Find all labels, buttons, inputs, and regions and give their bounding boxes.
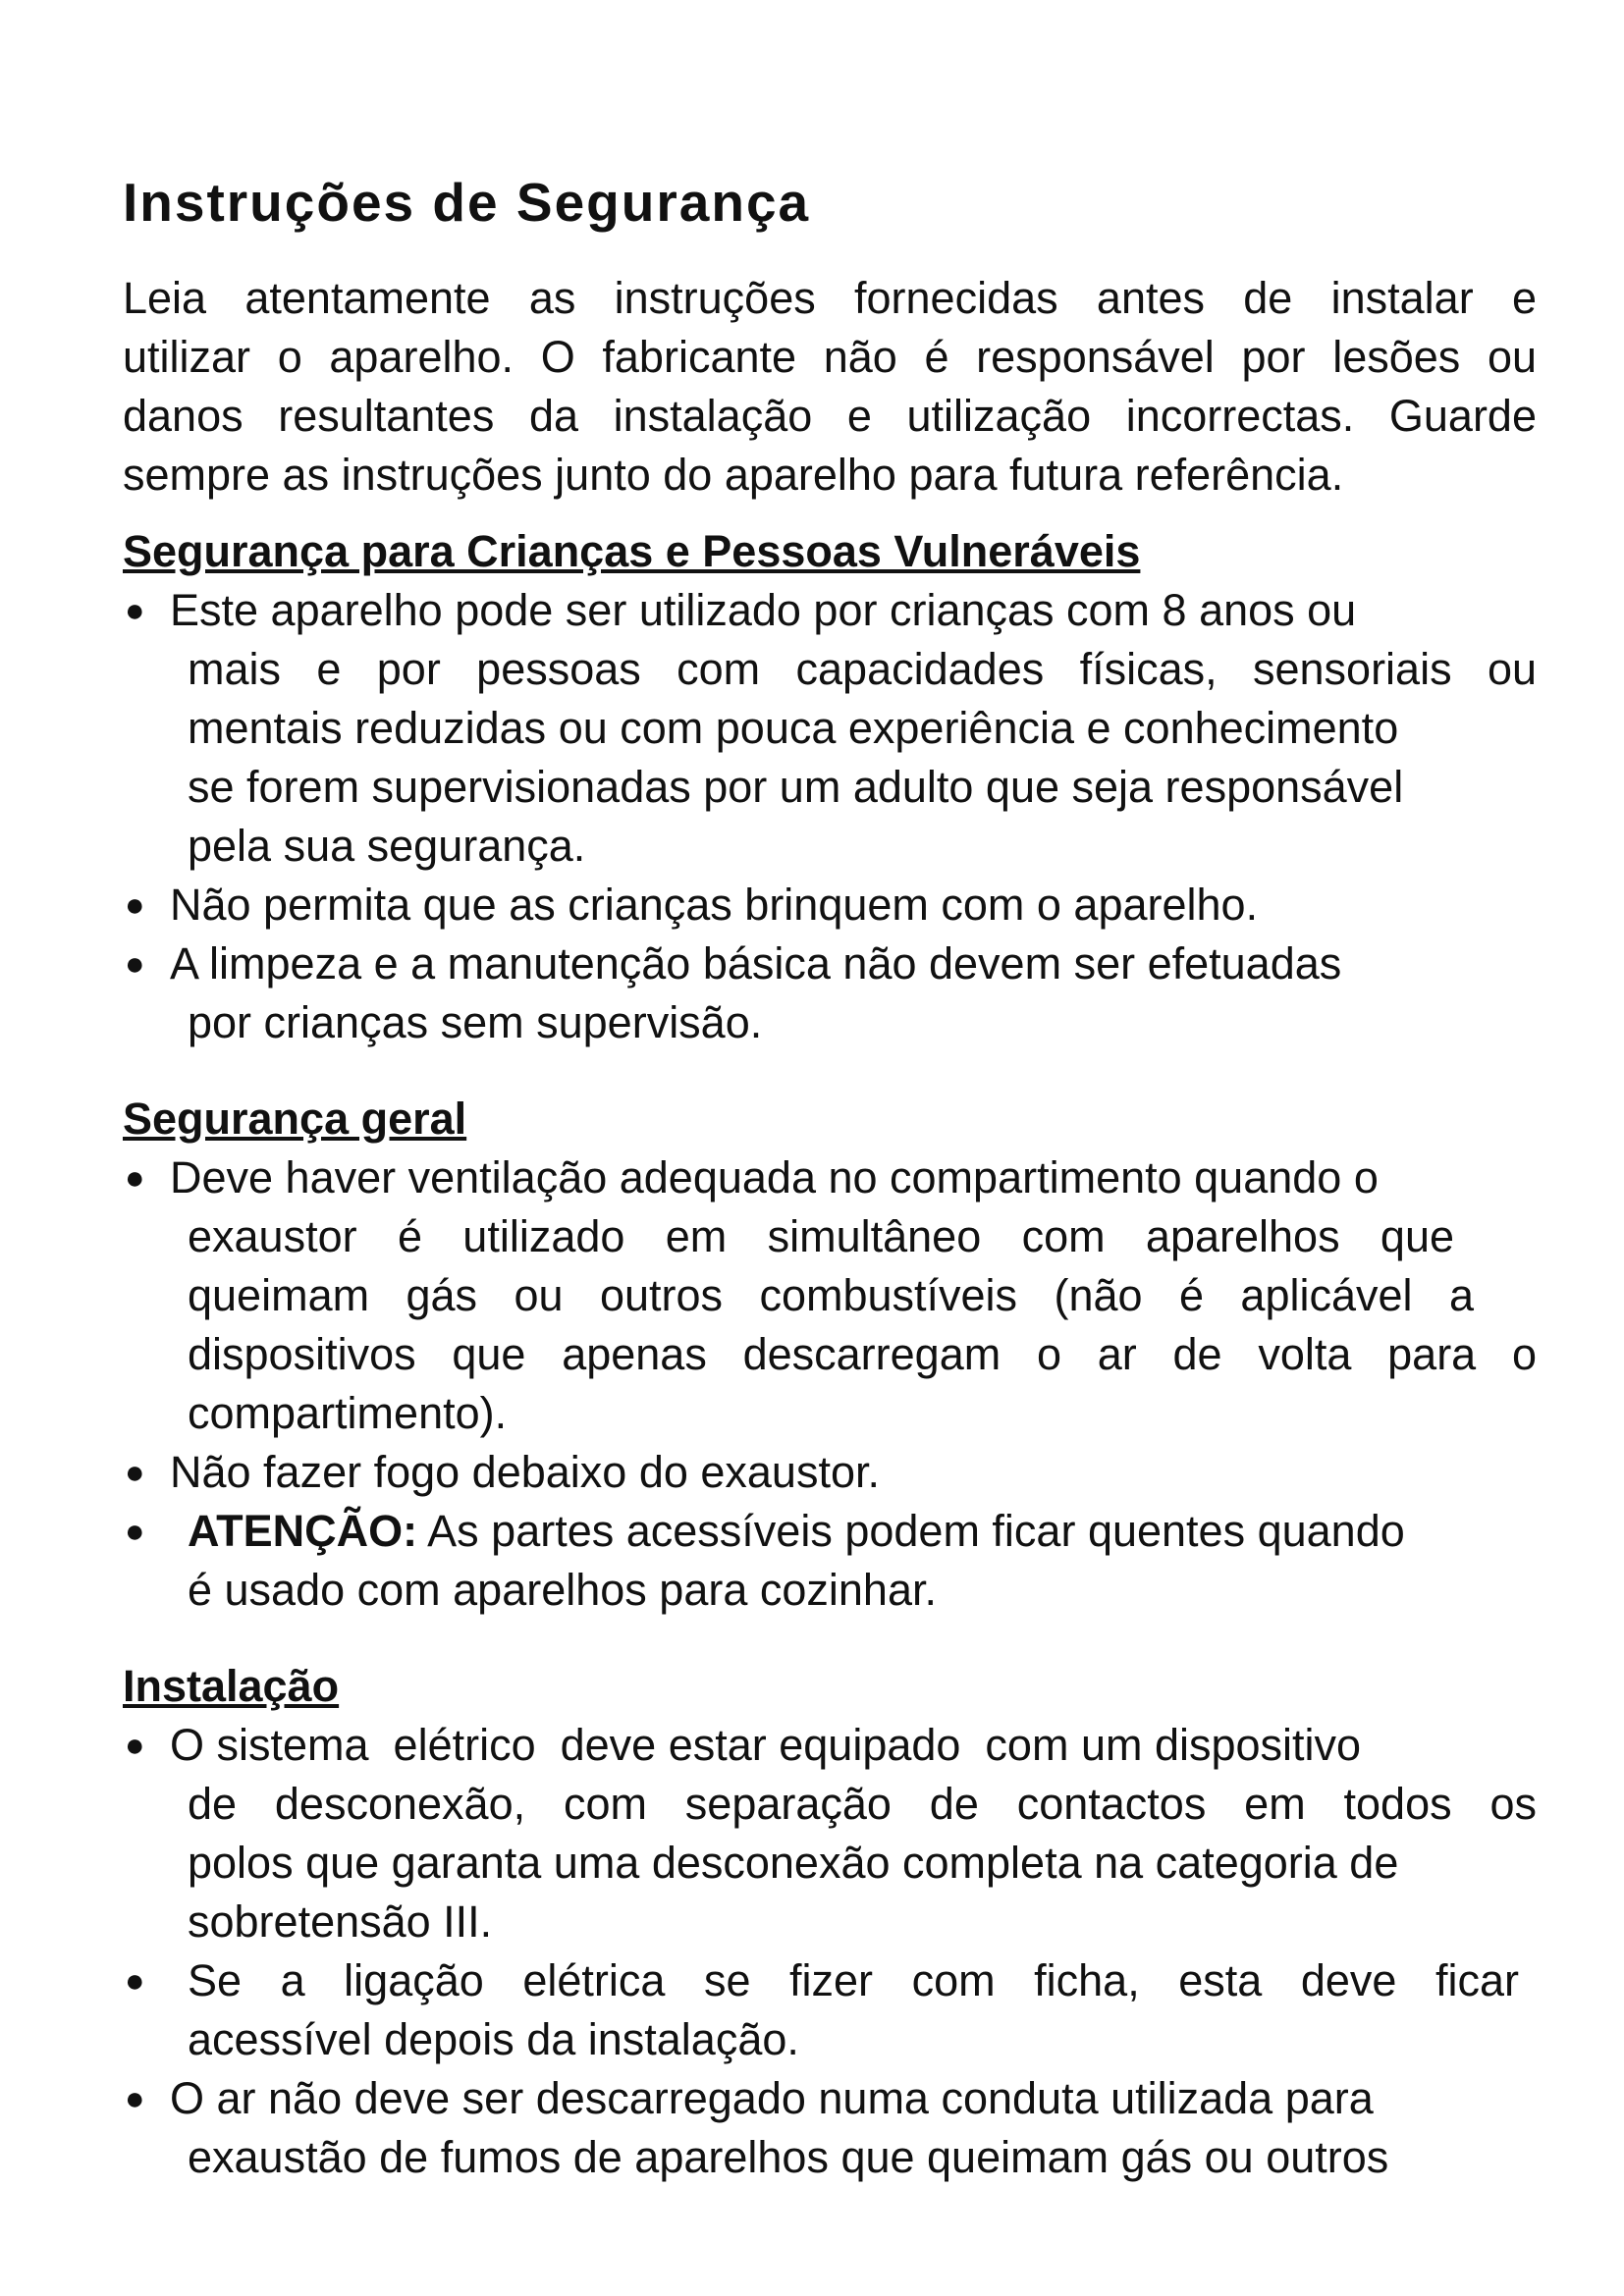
list-item-line: compartimento).: [188, 1388, 508, 1438]
list-item-line: Se a ligação elétrica se fizer com ficha, esta deve ficar: [188, 1955, 1519, 2005]
bullet-icon: ●: [125, 1727, 145, 1764]
bullet-list-installation: [123, 1716, 1537, 2187]
list-item-line: dispositivos que apenas descarregam o ar de volta para o: [188, 1329, 1537, 1379]
list-item-line: mais e por pessoas com capacidades físicas, sensoriais ou: [188, 644, 1537, 694]
bullet-icon: ●: [125, 1454, 145, 1491]
bullet-icon: ●: [125, 1962, 145, 2000]
list-item: [123, 1951, 1537, 2069]
list-item-line: A limpeza e a manutenção básica não devem ser efetuadas: [170, 938, 1342, 988]
list-item-line: exaustão de fumos de aparelhos que queimam gás ou outros: [188, 2132, 1389, 2182]
section-heading-installation: Instalação: [123, 1661, 340, 1711]
list-item-line: mentais reduzidas ou com pouca experiência e conhecimento: [188, 703, 1399, 753]
list-item-line: é usado com aparelhos para cozinhar.: [188, 1565, 937, 1615]
list-item-line: Não permita que as crianças brinquem com o aparelho.: [170, 880, 1259, 930]
list-item-line: sobretensão III.: [188, 1896, 493, 1947]
list-item-line: Este aparelho pode ser utilizado por crianças com 8 anos ou: [170, 585, 1357, 635]
bullet-icon: ●: [125, 1513, 145, 1550]
list-item-line: [170, 1502, 1537, 1561]
list-item-line: de desconexão, com separação de contactos em todos os: [188, 1779, 1537, 1829]
list-item-line: O sistema elétrico deve estar equipado com um dispositivo: [170, 1720, 1362, 1770]
section-heading-children-safety: Segurança para Crianças e Pessoas Vulneráveis: [123, 526, 1141, 576]
list-item-line: pela sua segurança.: [188, 821, 586, 871]
intro-line: sempre as instruções junto do aparelho para futura referência.: [123, 450, 1344, 500]
bullet-list-children-safety: [123, 581, 1537, 1052]
list-item-line: por crianças sem supervisão.: [188, 997, 763, 1047]
list-item: [123, 876, 1537, 934]
document-page: [123, 167, 1537, 2187]
intro-line: danos resultantes da instalação e utilização incorrectas. Guarde: [123, 391, 1537, 441]
list-item-line: se forem supervisionadas por um adulto que seja responsável: [188, 762, 1404, 812]
bullet-icon: ●: [125, 2080, 145, 2117]
list-item-text: As partes acessíveis podem ficar quentes quando: [417, 1506, 1405, 1556]
list-item-line: polos que garanta uma desconexão completa na categoria de: [188, 1838, 1399, 1888]
list-item-line: Não fazer fogo debaixo do exaustor.: [170, 1447, 880, 1497]
list-item: [123, 1502, 1537, 1620]
bullet-icon: ●: [125, 592, 145, 629]
list-item: [123, 934, 1537, 1052]
warning-label: ATENÇÃO:: [188, 1506, 418, 1556]
list-item: [123, 581, 1537, 876]
list-item-line: acessível depois da instalação.: [188, 2014, 799, 2064]
list-item: [123, 1148, 1537, 1443]
intro-paragraph: [123, 269, 1537, 505]
list-item-line: queimam gás ou outros combustíveis (não é aplicável a: [188, 1270, 1474, 1320]
list-item-line: Deve haver ventilação adequada no compartimento quando o: [170, 1152, 1379, 1202]
page-title: Instruções de Segurança: [123, 172, 811, 233]
intro-line: utilizar o aparelho. O fabricante não é responsável por lesões ou: [123, 332, 1537, 382]
list-item: [123, 1716, 1537, 1951]
section-heading-general-safety: Segurança geral: [123, 1094, 467, 1144]
intro-line: Leia atentamente as instruções fornecidas antes de instalar e: [123, 273, 1537, 323]
bullet-list-general-safety: [123, 1148, 1537, 1620]
list-item-line: exaustor é utilizado em simultâneo com aparelhos que: [188, 1211, 1454, 1261]
list-item: [123, 1443, 1537, 1502]
list-item: [123, 2069, 1537, 2187]
bullet-icon: ●: [125, 945, 145, 983]
list-item-line: O ar não deve ser descarregado numa conduta utilizada para: [170, 2073, 1374, 2123]
bullet-icon: ●: [125, 1159, 145, 1197]
bullet-icon: ●: [125, 886, 145, 924]
